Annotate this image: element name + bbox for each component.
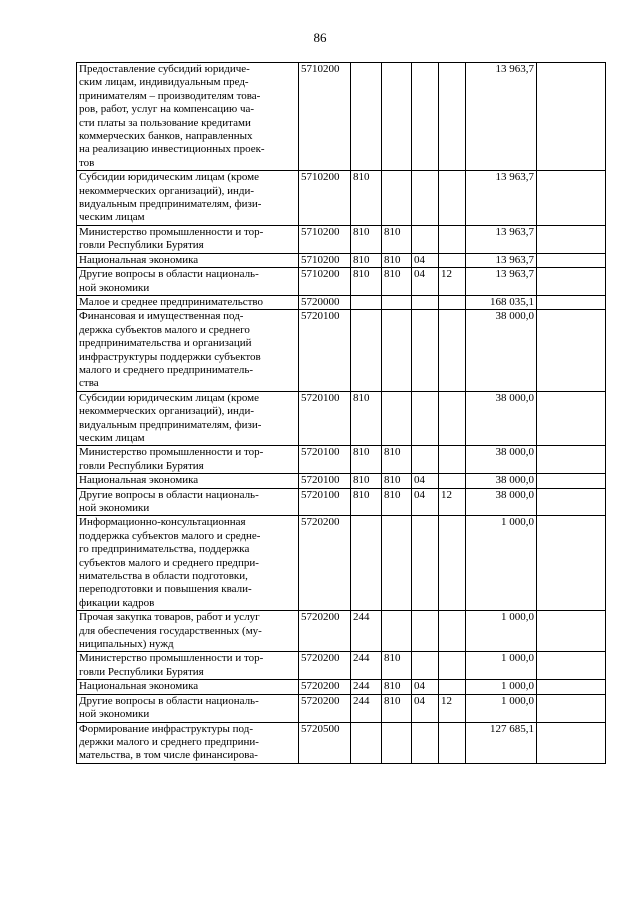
- section-code-cell: [412, 652, 439, 680]
- table-row: [77, 391, 606, 446]
- amount-cell: 1 000,0: [466, 516, 537, 611]
- target-article-code-cell: 5710200: [299, 253, 351, 267]
- ministry-code-cell: [382, 516, 412, 611]
- empty-cell: [537, 310, 606, 391]
- ministry-code-cell: 810: [382, 253, 412, 267]
- empty-cell: [537, 446, 606, 474]
- table-row: [77, 516, 606, 611]
- row-name-cell: Национальная экономика: [77, 680, 299, 694]
- target-article-code-cell: 5720200: [299, 652, 351, 680]
- page-number: 86: [313, 30, 327, 45]
- empty-cell: [537, 680, 606, 694]
- target-article-code-cell: 5720100: [299, 391, 351, 446]
- table-row: [77, 225, 606, 253]
- table-body: [77, 63, 606, 764]
- table-row: [77, 488, 606, 516]
- section-code-cell: [412, 391, 439, 446]
- expense-type-code-cell: [351, 722, 382, 763]
- target-article-code-cell: 5720200: [299, 694, 351, 722]
- amount-cell: 1 000,0: [466, 680, 537, 694]
- table-row: [77, 722, 606, 763]
- target-article-code-cell: 5710200: [299, 268, 351, 296]
- row-name-cell: Другие вопросы в области националь- ной экономики: [77, 694, 299, 722]
- table-row: [77, 253, 606, 267]
- amount-cell: 13 963,7: [466, 268, 537, 296]
- expense-type-code-cell: [351, 295, 382, 309]
- section-code-cell: [412, 611, 439, 652]
- row-name-cell: Информационно-консультационная поддержка субъектов малого и средне- го предпринимательства, поддержка субъектов малого и среднего предпри- нимательства в области подготовки, переподготовки и повышения квали- фикации кадров: [77, 516, 299, 611]
- subsection-code-cell: [439, 253, 466, 267]
- amount-cell: 13 963,7: [466, 63, 537, 171]
- row-name-cell: Национальная экономика: [77, 474, 299, 488]
- amount-cell: 38 000,0: [466, 310, 537, 391]
- expense-type-code-cell: 810: [351, 253, 382, 267]
- table-row: [77, 680, 606, 694]
- section-code-cell: 04: [412, 488, 439, 516]
- section-code-cell: 04: [412, 268, 439, 296]
- row-name-cell: Субсидии юридическим лицам (кроме некоммерческих организаций), инди- видуальным предпринимателям, физи- ческим лицам: [77, 171, 299, 226]
- expense-type-code-cell: 244: [351, 652, 382, 680]
- table-row: [77, 310, 606, 391]
- amount-cell: 168 035,1: [466, 295, 537, 309]
- amount-cell: 13 963,7: [466, 225, 537, 253]
- row-name-cell: Другие вопросы в области националь- ной экономики: [77, 268, 299, 296]
- section-code-cell: 04: [412, 253, 439, 267]
- table-row: [77, 474, 606, 488]
- subsection-code-cell: [439, 391, 466, 446]
- target-article-code-cell: 5720200: [299, 680, 351, 694]
- subsection-code-cell: [439, 295, 466, 309]
- row-name-cell: Национальная экономика: [77, 253, 299, 267]
- row-name-cell: Прочая закупка товаров, работ и услуг для обеспечения государственных (му- ниципальных) нужд: [77, 611, 299, 652]
- subsection-code-cell: [439, 516, 466, 611]
- section-code-cell: [412, 516, 439, 611]
- row-name-cell: Министерство промышленности и тор- говли Республики Бурятия: [77, 225, 299, 253]
- row-name-cell: Малое и среднее предпринимательство: [77, 295, 299, 309]
- section-code-cell: [412, 171, 439, 226]
- section-code-cell: [412, 446, 439, 474]
- section-code-cell: 04: [412, 694, 439, 722]
- section-code-cell: [412, 722, 439, 763]
- row-name-cell: Другие вопросы в области националь- ной экономики: [77, 488, 299, 516]
- subsection-code-cell: 12: [439, 488, 466, 516]
- ministry-code-cell: [382, 171, 412, 226]
- ministry-code-cell: 810: [382, 446, 412, 474]
- target-article-code-cell: 5710200: [299, 63, 351, 171]
- expense-type-code-cell: 810: [351, 225, 382, 253]
- row-name-cell: Министерство промышленности и тор- говли Республики Бурятия: [77, 652, 299, 680]
- row-name-cell: Министерство промышленности и тор- говли Республики Бурятия: [77, 446, 299, 474]
- empty-cell: [537, 63, 606, 171]
- expense-type-code-cell: 810: [351, 268, 382, 296]
- row-name-cell: Субсидии юридическим лицам (кроме некоммерческих организаций), инди- видуальным предпринимателям, физи- ческим лицам: [77, 391, 299, 446]
- target-article-code-cell: 5720100: [299, 474, 351, 488]
- subsection-code-cell: [439, 225, 466, 253]
- section-code-cell: [412, 295, 439, 309]
- row-name-cell: Финансовая и имущественная под- держка субъектов малого и среднего предпринимательства и организаций инфраструктуры поддержки субъектов малого и среднего предприниматель- ства: [77, 310, 299, 391]
- row-name-cell: Предоставление субсидий юридиче- ским лицам, индивидуальным пред- принимателям – производителям това- ров, работ, услуг на компенсацию ча- сти платы за пользование кредитами коммерческих банков, направленных на реализацию инвестиционных проек- тов: [77, 63, 299, 171]
- amount-cell: 1 000,0: [466, 652, 537, 680]
- ministry-code-cell: 810: [382, 680, 412, 694]
- empty-cell: [537, 268, 606, 296]
- empty-cell: [537, 722, 606, 763]
- amount-cell: 38 000,0: [466, 474, 537, 488]
- empty-cell: [537, 516, 606, 611]
- empty-cell: [537, 225, 606, 253]
- subsection-code-cell: [439, 446, 466, 474]
- ministry-code-cell: [382, 310, 412, 391]
- ministry-code-cell: 810: [382, 474, 412, 488]
- target-article-code-cell: 5710200: [299, 171, 351, 226]
- amount-cell: 38 000,0: [466, 488, 537, 516]
- ministry-code-cell: 810: [382, 225, 412, 253]
- target-article-code-cell: 5720500: [299, 722, 351, 763]
- ministry-code-cell: [382, 611, 412, 652]
- subsection-code-cell: 12: [439, 268, 466, 296]
- empty-cell: [537, 611, 606, 652]
- section-code-cell: [412, 225, 439, 253]
- target-article-code-cell: 5720000: [299, 295, 351, 309]
- section-code-cell: [412, 310, 439, 391]
- row-name-cell: Формирование инфраструктуры под- держки малого и среднего предприни- мательства, в том числе финансирова-: [77, 722, 299, 763]
- table-row: [77, 295, 606, 309]
- ministry-code-cell: 810: [382, 268, 412, 296]
- subsection-code-cell: 12: [439, 694, 466, 722]
- target-article-code-cell: 5710200: [299, 225, 351, 253]
- empty-cell: [537, 295, 606, 309]
- target-article-code-cell: 5720100: [299, 446, 351, 474]
- subsection-code-cell: [439, 171, 466, 226]
- target-article-code-cell: 5720200: [299, 611, 351, 652]
- amount-cell: 38 000,0: [466, 446, 537, 474]
- expense-type-code-cell: 244: [351, 694, 382, 722]
- expense-type-code-cell: 244: [351, 680, 382, 694]
- subsection-code-cell: [439, 474, 466, 488]
- amount-cell: 13 963,7: [466, 171, 537, 226]
- expense-type-code-cell: 810: [351, 446, 382, 474]
- expense-type-code-cell: 810: [351, 171, 382, 226]
- empty-cell: [537, 474, 606, 488]
- section-code-cell: 04: [412, 474, 439, 488]
- subsection-code-cell: [439, 652, 466, 680]
- amount-cell: 1 000,0: [466, 611, 537, 652]
- table-row: [77, 446, 606, 474]
- subsection-code-cell: [439, 680, 466, 694]
- table-row: [77, 611, 606, 652]
- amount-cell: 1 000,0: [466, 694, 537, 722]
- expense-type-code-cell: 810: [351, 474, 382, 488]
- amount-cell: 38 000,0: [466, 391, 537, 446]
- subsection-code-cell: [439, 611, 466, 652]
- target-article-code-cell: 5720100: [299, 488, 351, 516]
- ministry-code-cell: [382, 391, 412, 446]
- table-row: [77, 268, 606, 296]
- table-row: [77, 63, 606, 171]
- ministry-code-cell: 810: [382, 694, 412, 722]
- expense-type-code-cell: [351, 310, 382, 391]
- subsection-code-cell: [439, 63, 466, 171]
- expense-type-code-cell: 244: [351, 611, 382, 652]
- empty-cell: [537, 391, 606, 446]
- ministry-code-cell: 810: [382, 652, 412, 680]
- subsection-code-cell: [439, 310, 466, 391]
- expense-type-code-cell: 810: [351, 391, 382, 446]
- amount-cell: 127 685,1: [466, 722, 537, 763]
- target-article-code-cell: 5720200: [299, 516, 351, 611]
- table-row: [77, 694, 606, 722]
- expense-type-code-cell: 810: [351, 488, 382, 516]
- expense-type-code-cell: [351, 516, 382, 611]
- ministry-code-cell: 810: [382, 488, 412, 516]
- budget-table: [76, 62, 606, 764]
- expense-type-code-cell: [351, 63, 382, 171]
- empty-cell: [537, 652, 606, 680]
- ministry-code-cell: [382, 63, 412, 171]
- empty-cell: [537, 171, 606, 226]
- empty-cell: [537, 488, 606, 516]
- section-code-cell: 04: [412, 680, 439, 694]
- ministry-code-cell: [382, 722, 412, 763]
- empty-cell: [537, 694, 606, 722]
- ministry-code-cell: [382, 295, 412, 309]
- table-row: [77, 652, 606, 680]
- empty-cell: [537, 253, 606, 267]
- table-row: [77, 171, 606, 226]
- section-code-cell: [412, 63, 439, 171]
- subsection-code-cell: [439, 722, 466, 763]
- target-article-code-cell: 5720100: [299, 310, 351, 391]
- amount-cell: 13 963,7: [466, 253, 537, 267]
